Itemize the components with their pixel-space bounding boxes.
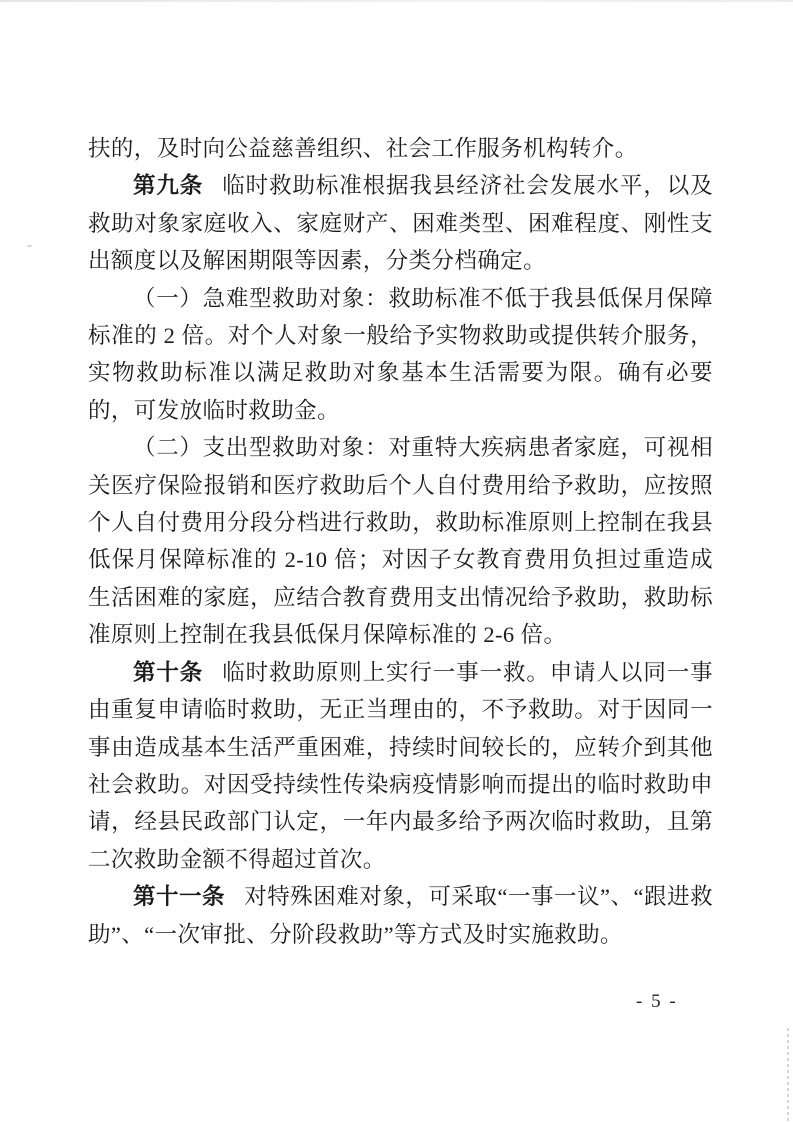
- paragraph-text: 临时救助标准根据我县经济社会发展水平，以及救助对象家庭收入、家庭财产、困难类型、困难程度、刚性支出额度以及解困期限等因素，分类分档确定。: [88, 173, 713, 274]
- paragraph-article-11: [88, 878, 713, 953]
- paragraph-text: （二）支出型救助对象：对重特大疾病患者家庭，可视相关医疗保险报销和医疗救助后个人自付费用给予救助，应按照个人自付费用分段分档进行救助，救助标准原则上控制在我县低保月保障标准的 2-10 倍；对因子女教育费用负担过重造成生活困难的家庭，应结合教育费用支出情况给予救助，救助标准原则上控制在我县低保月保障标准的 2-6 倍。: [88, 435, 713, 648]
- paragraph-text: 临时救助原则上实行一事一救。申请人以同一事由重复申请临时救助，无正当理由的，不予救助。对于因同一事由造成基本生活严重困难，持续时间较长的，应转介到其他社会救助。对因受持续性传染病疫情影响而提出的临时救助申请，经县民政部门认定，一年内最多给予两次临时救助，且第二次救助金额不得超过首次。: [88, 659, 713, 872]
- paragraph-article-9: [88, 167, 713, 279]
- article-9-number: 第九条: [133, 173, 204, 199]
- paragraph-article-10: [88, 654, 713, 878]
- paragraph-item-2-expenditure-type: [88, 429, 713, 653]
- scan-artifact-speck: [27, 245, 32, 247]
- paragraph-text: 对特殊困难对象，可采取“一事一议”、“跟进救助”、“一次审批、分阶段救助”等方式及时实施救助。: [88, 884, 713, 947]
- scan-artifact-top-edge: [0, 0, 793, 2]
- paragraph-item-1-emergency-type: [88, 280, 713, 430]
- scan-artifact-right-edge: [787, 1028, 789, 1122]
- page-number: - 5 -: [636, 991, 678, 1012]
- paragraph-text: 扶的，及时向公益慈善组织、社会工作服务机构转介。: [88, 136, 638, 161]
- paragraph-text: （一）急难型救助对象：救助标准不低于我县低保月保障标准的 2 倍。对个人对象一般给予实物救助或提供转介服务，实物救助标准以满足救助对象基本生活需要为限。确有必要的，可发放临时救助金。: [88, 285, 713, 423]
- article-10-number: 第十条: [133, 659, 204, 685]
- paragraph-continuation: [88, 130, 713, 167]
- document-body: [88, 130, 713, 953]
- article-11-number: 第十一条: [133, 884, 226, 910]
